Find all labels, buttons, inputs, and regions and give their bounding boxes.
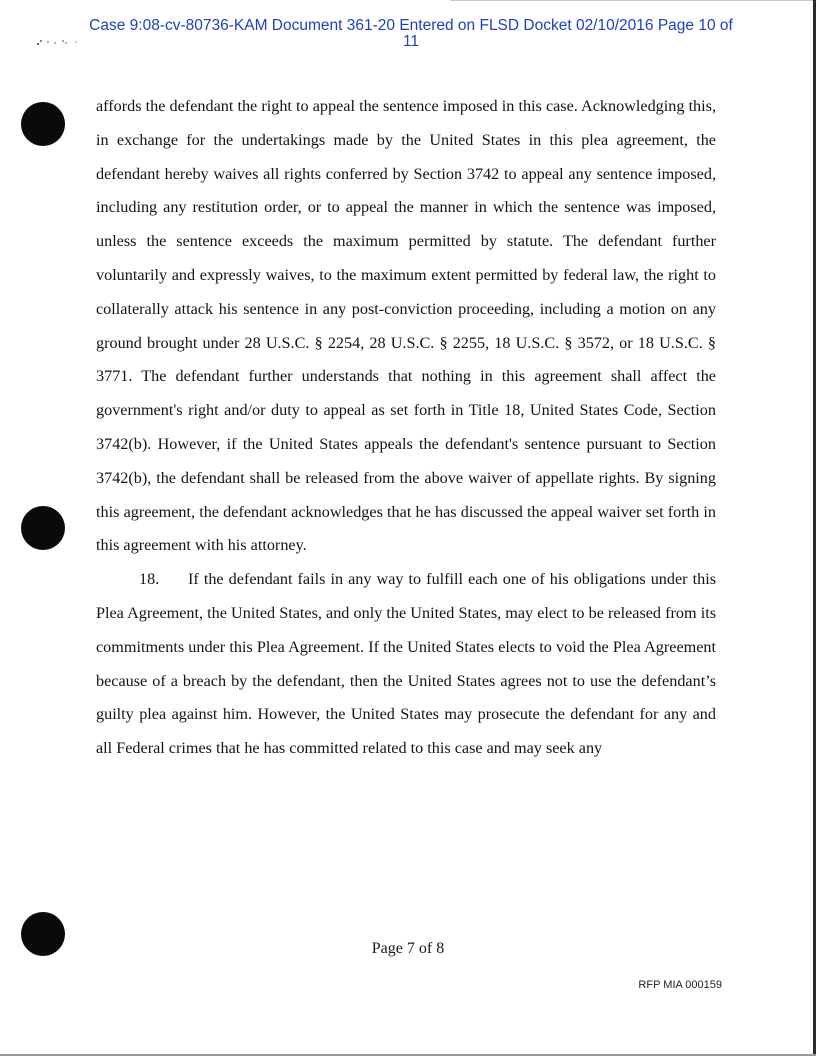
paragraph-17-continued: affords the defendant the right to appeal the sentence imposed in this case. Acknowledging this, in exchange for the undertakings made by the United States in this plea agreement, the defendant hereby waives all rights conferred by Section 3742 to appeal any sentence imposed, including any restitution order, or to appeal the manner in which the sentence was imposed, unless the sentence exceeds the maximum permitted by statute. The defendant further voluntarily and expressly waives, to the maximum extent permitted by federal law, the right to collaterally attack his sentence in any post-conviction proceeding, including a motion on any ground brought under 28 U.S.C. § 2254, 28 U.S.C. § 2255, 18 U.S.C. § 3572, or 18 U.S.C. § 3771. The defendant further understands that nothing in this agreement shall affect the government's right and/or duty to appeal as set forth in Title 18, United States Code, Section 3742(b). However, if the United States appeals the defendant's sentence pursuant to Section 3742(b), the defendant shall be released from the above waiver of appellate rights. By signing this agreement, the defendant acknowledges that he has discussed the appeal waiver set forth in this agreement with his attorney. bbox=[96, 97, 716, 555]
punch-hole-top bbox=[21, 102, 65, 146]
paragraph-18-text: If the defendant fails in any way to fulfill each one of his obligations under this Plea Agreement, the United States, and only the United States, may elect to be released from its commitments under this Plea Agreement. If the United States elects to void the Plea Agreement because of a breach by the defendant, then the United States agrees not to use the defendant’s guilty plea against him. However, the United States may prosecute the defendant for any and all Federal crimes that he has committed related to this case and may seek any bbox=[96, 570, 716, 758]
paragraph-18 bbox=[96, 563, 716, 766]
bates-number: RFP MIA 000159 bbox=[638, 979, 722, 991]
filing-stamp-line-2: 11 bbox=[402, 33, 420, 50]
court-filing-stamp bbox=[56, 18, 766, 50]
paragraph-18-number: 18. bbox=[139, 570, 160, 589]
filing-stamp-line-1: Case 9:08-cv-80736-KAM Document 361-20 Entered on FLSD Docket 02/10/2016 Page 10 of bbox=[89, 17, 733, 34]
scan-edge-top bbox=[450, 0, 816, 1]
agreement-body bbox=[96, 90, 716, 766]
punch-hole-middle bbox=[21, 506, 65, 550]
page-number: Page 7 of 8 bbox=[371, 940, 445, 957]
